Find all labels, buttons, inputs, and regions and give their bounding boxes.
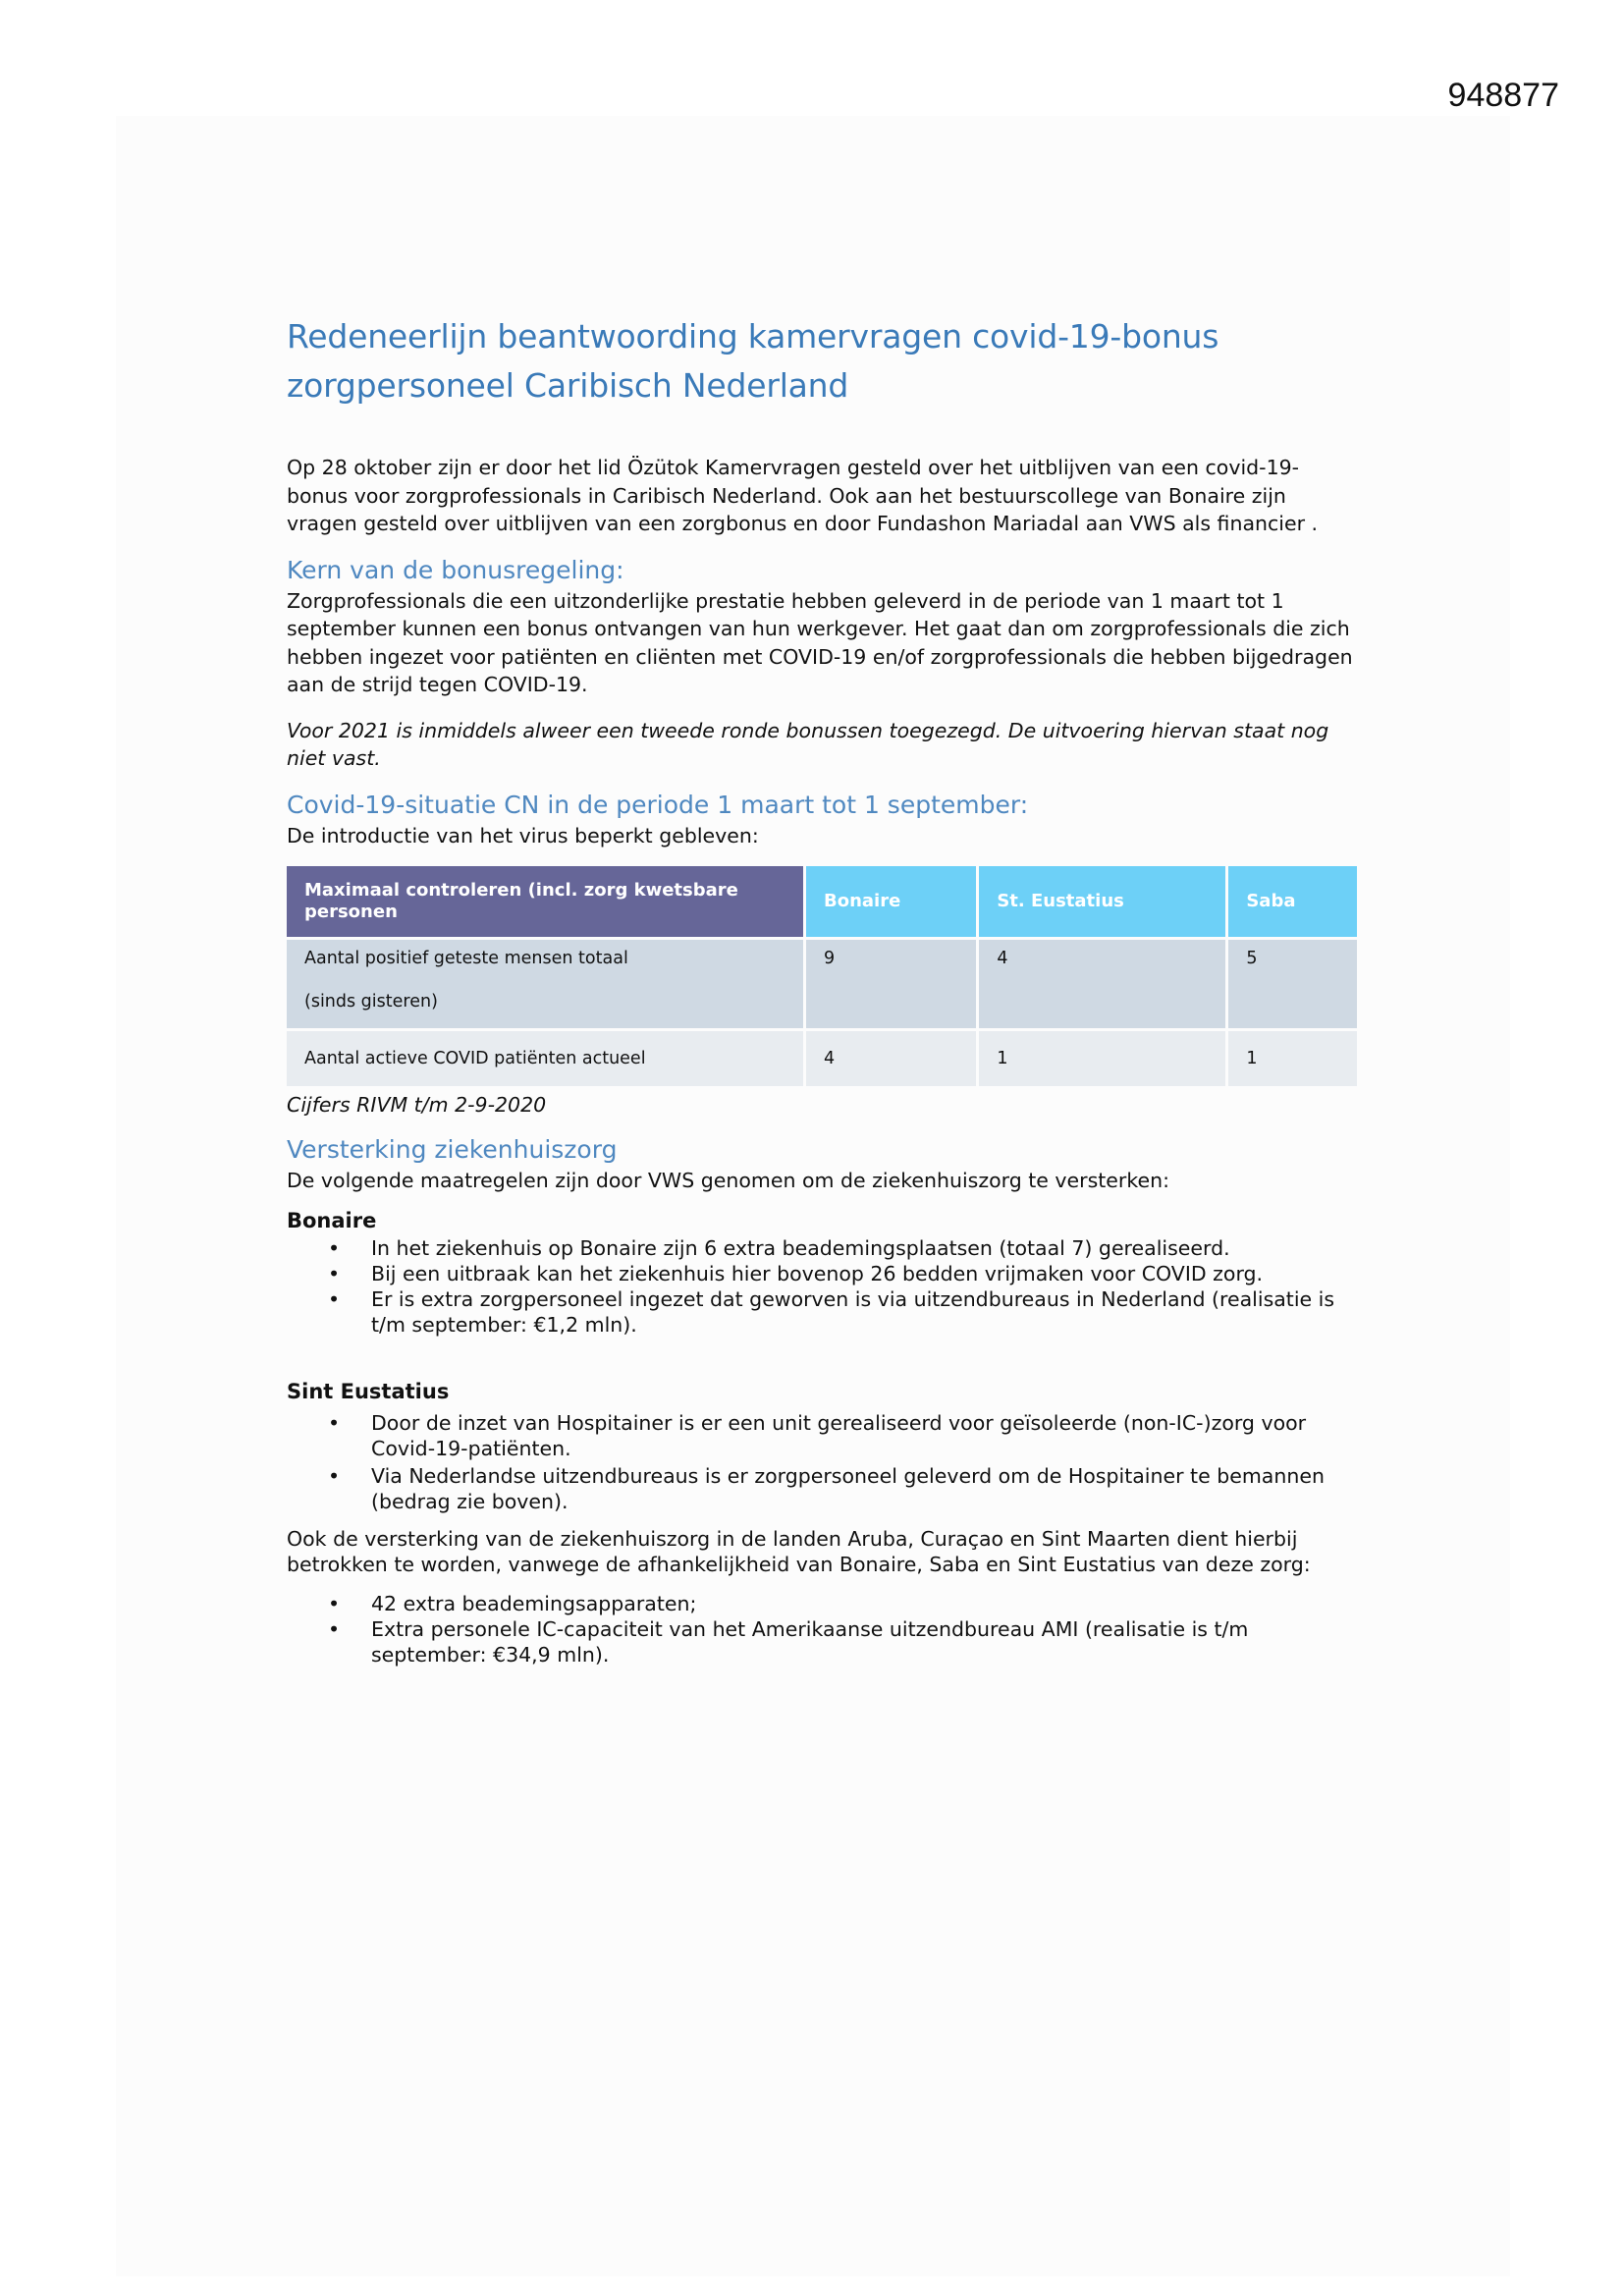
list-item: • In het ziekenhuis op Bonaire zijn 6 extra beademingsplaatsen (totaal 7) gerealiseerd. (371, 1235, 1357, 1261)
landen-paragraph: Ook de versterking van de ziekenhuiszorg in de landen Aruba, Curaçao en Sint Maarten dient hierbij betrokken te worden, vanwege de afhankelijkheid van Bonaire, Saba en Sint Eustatius van deze zorg: (287, 1527, 1311, 1576)
row-label-subtext: (sinds gisteren) (304, 992, 438, 1011)
list-item: • Via Nederlandse uitzendbureaus is er zorgpersoneel geleverd om de Hospitainer te bemannen (bedrag zie boven). (371, 1463, 1357, 1514)
section-heading-ziekenhuiszorg: Versterking ziekenhuiszorg (287, 1134, 618, 1164)
subheading-bonaire: Bonaire (287, 1209, 377, 1232)
subheading-sint-eustatius: Sint Eustatius (287, 1380, 450, 1403)
list-item: • Er is extra zorgpersoneel ingezet dat geworven is via uitzendbureaus in Nederland (realisatie is t/m september: €1,2 mln). (371, 1286, 1357, 1338)
list-item: • 42 extra beademingsapparaten; (371, 1591, 1357, 1616)
document-id: 948877 (1447, 77, 1559, 114)
bonaire-list (287, 1235, 1357, 1338)
document-body (287, 312, 1357, 1667)
list-item: • Bij een uitbraak kan het ziekenhuis hier bovenop 26 bedden vrijmaken voor COVID zorg. (371, 1261, 1357, 1286)
list-item: • Extra personele IC-capaciteit van het Amerikaanse uitzendbureau AMI (realisatie is t/m september: €34,9 mln). (371, 1616, 1357, 1667)
table-row (287, 1031, 1357, 1086)
intro-paragraph: Op 28 oktober zijn er door het lid Özütok Kamervragen gesteld over het uitblijven van een covid-19-bonus voor zorgprofessionals in Caribisch Nederland. Ook aan het bestuurscollege van Bonaire zijn vragen gesteld over uitblijven van een zorgbonus en door Fundashon Mariadal aan VWS als financier . (287, 456, 1319, 535)
table-cell: 4 (806, 1031, 976, 1086)
landen-list (287, 1591, 1357, 1667)
table-row-label (287, 940, 803, 1028)
section-heading-bonusregeling: Kern van de bonusregeling: (287, 555, 624, 584)
covid-situatie-paragraph: De introductie van het virus beperkt gebleven: (287, 823, 759, 847)
list-item: • Door de inzet van Hospitainer is er een unit gerealiseerd voor geïsoleerde (non-IC-)zorg voor Covid-19-patiënten. (371, 1410, 1357, 1461)
bonusregeling-italic-note: Voor 2021 is inmiddels alweer een tweede ronde bonussen toegezegd. De uitvoering hiervan staat nog niet vast. (287, 718, 1329, 770)
table-cell: 5 (1228, 940, 1357, 1028)
table-header-saba: Saba (1228, 866, 1357, 937)
title-line-2: zorgpersoneel Caribisch Nederland (287, 366, 849, 405)
table-header-row (287, 866, 1357, 937)
table-row (287, 940, 1357, 1028)
ziekenhuiszorg-paragraph: De volgende maatregelen zijn door VWS genomen om de ziekenhuiszorg te versterken: (287, 1168, 1169, 1192)
table-header-main: Maximaal controleren (incl. zorg kwetsbare personen (287, 866, 803, 937)
title-line-1: Redeneerlijn beantwoording kamervragen covid-19-bonus (287, 317, 1219, 355)
table-header-st-eustatius: St. Eustatius (979, 866, 1225, 937)
table-header-bonaire: Bonaire (806, 866, 976, 937)
sint-eustatius-list (287, 1410, 1357, 1514)
table-cell: 4 (979, 940, 1225, 1028)
table-cell: 1 (1228, 1031, 1357, 1086)
table-row-label: Aantal actieve COVID patiënten actueel (287, 1031, 803, 1086)
table-cell: 9 (806, 940, 976, 1028)
bonusregeling-paragraph: Zorgprofessionals die een uitzonderlijke prestatie hebben geleverd in de periode van 1 maart tot 1 september kunnen een bonus ontvangen van hun werkgever. Het gaat dan om zorgprofessionals die zich hebben ingezet voor patiënten en cliënten met COVID-19 en/of zorgprofessionals die hebben bijgedragen aan de strijd tegen COVID-19. (287, 588, 1353, 696)
table-cell: 1 (979, 1031, 1225, 1086)
document-title (287, 312, 1357, 410)
row-label-text: Aantal positief geteste mensen totaal (304, 949, 628, 968)
section-heading-covid-situatie: Covid-19-situatie CN in de periode 1 maart tot 1 september: (287, 790, 1029, 819)
covid-figures-table (284, 863, 1360, 1089)
table-caption: Cijfers RIVM t/m 2-9-2020 (287, 1093, 547, 1117)
